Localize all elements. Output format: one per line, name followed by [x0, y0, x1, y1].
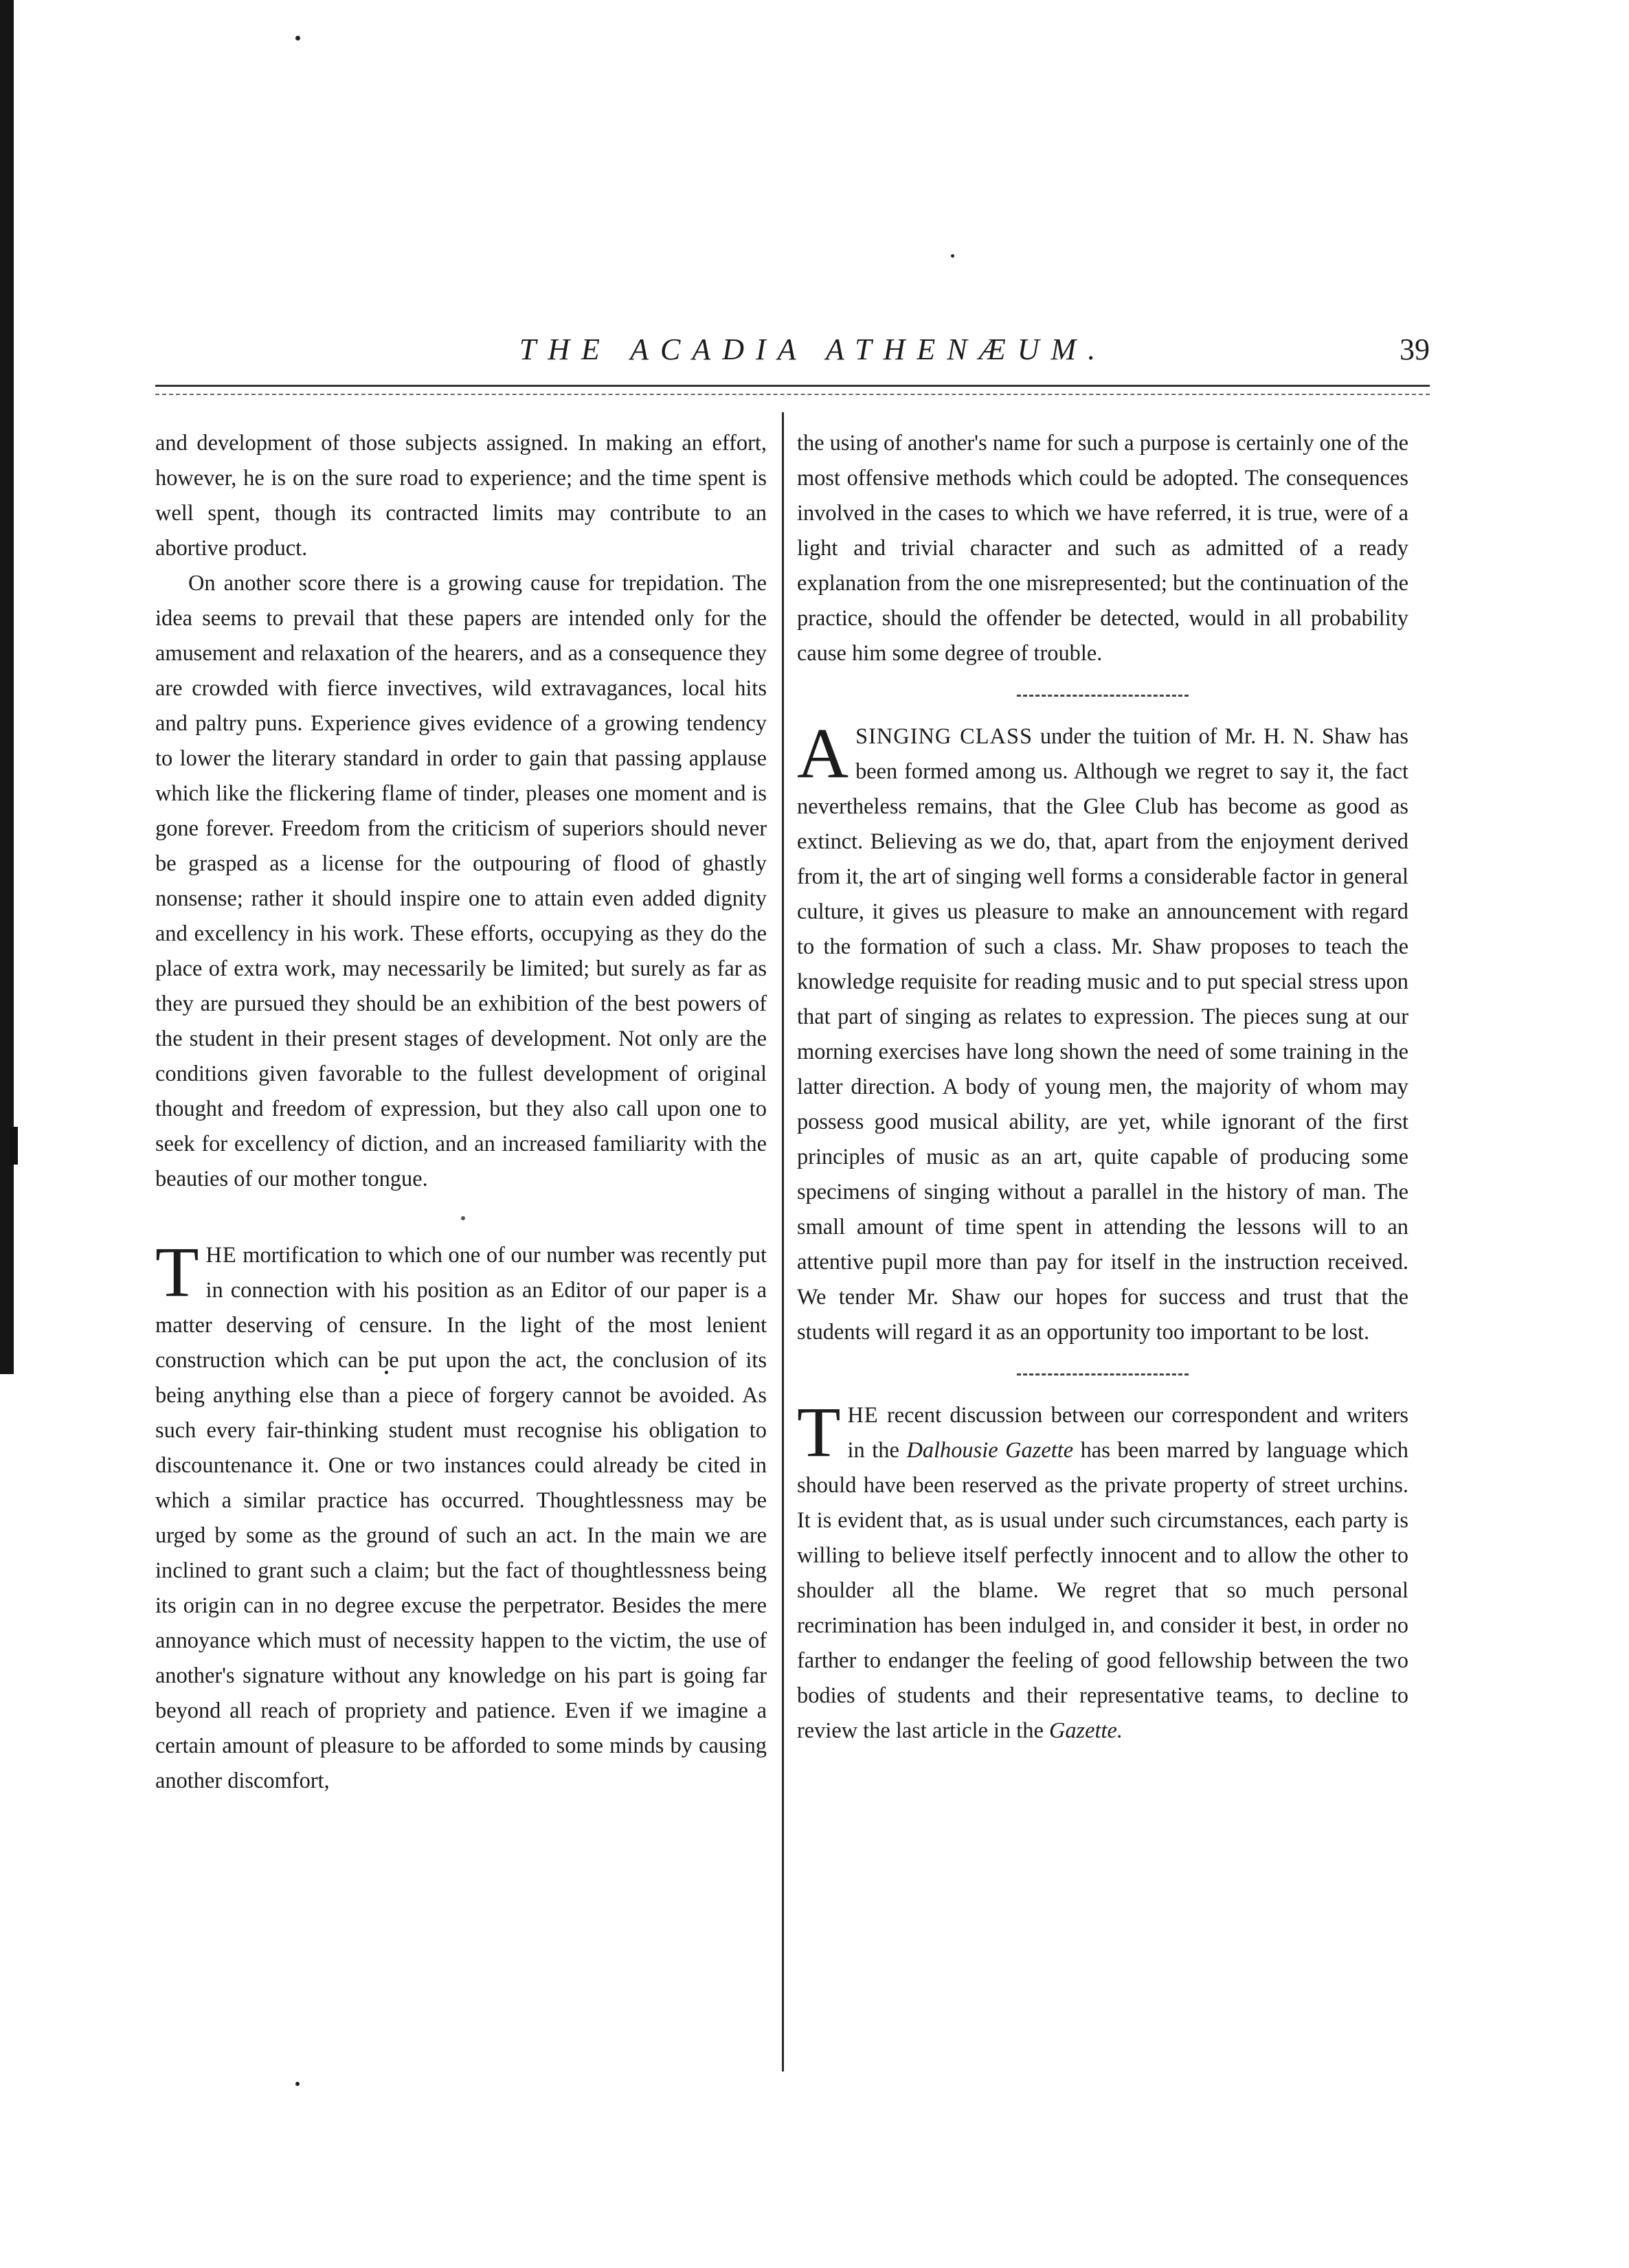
forgery-article	[155, 1233, 767, 1799]
column-divider	[782, 412, 784, 2071]
running-title: THE ACADIA ATHENÆUM.	[519, 333, 1108, 366]
article-text: under the tuition of Mr. H. N. Shaw has been formed among us. Although we regret to say it, the fact nevertheless remains, that the Glee Club has become as good as extinct. Believing as we do, that, apart from the enjoyment derived from it, the art of singing well forms a considerable factor in general culture, it gives us pleasure to make an announcement with regard to the formation of such a class. Mr. Shaw proposes to teach the knowledge requisite for reading music and to put special stress upon that part of singing as relates to expression. The pieces sung at our morning exercises have long shown the need of some training in the latter direction. A body of young men, the majority of whom may possess good musical ability, are yet, while ignorant of the first principles of music as an art, quite capable of producing some specimens of singing without a parallel in the history of man. The small amount of time spent in attending the lessons will to an attentive pupil more than pay for itself in the instruction received. We tender Mr. Shaw our hopes for success and trust that the students will regard it as an opportunity too important to be lost.	[797, 724, 1409, 1345]
drop-cap: T	[155, 1233, 199, 1312]
discussion-article	[797, 1393, 1408, 1749]
section-ornament	[797, 671, 1408, 719]
page-number: 39	[1400, 333, 1430, 366]
binding-edge	[0, 0, 14, 1374]
speck	[295, 36, 300, 41]
paragraph: On another score there is a growing cause for trepidation. The idea seems to prevail that these papers are intended only for the amusement and relaxation of the hearers, and as a consequence they are crowded with fierce invectives, wild extravagances, local hits and paltry puns. Experience gives evidence of a growing tendency to lower the literary standard in order to gain that passing applause which like the flickering flame of tinder, pleases one moment and is gone forever. Freedom from the criticism of superiors should never be grasped as a license for the outpouring of flood of ghastly nonsense; rather it should inspire one to attain even added dignity and excellency in his work. These efforts, occupying as they do the place of extra work, may necessarily be limited; but surely as far as they are pursued they should be an exhibition of the best powers of the student in their present stages of development. Not only are the conditions given favorable to the fullest development of original thought and freedom of expression, but they also call upon one to seek for excellency of diction, and an increased familiarity with the beauties of our mother tongue.	[155, 571, 767, 1191]
article-text: mortification to which one of our number was recently put in connection with his position as an Editor of our paper is a matter deserving of censure. In the light of the most lenient construction which can be put upon the act, the conclusion of its being anything else than a piece of forgery cannot be avoided. As such every fair-thinking student must recognise his obligation to discountenance it. One or two instances could already be cited in which a similar practice has occurred. Thoughtlessness may be urged by some as the ground of such an act. In the main we are inclined to grant such a claim; but the fact of thoughtlessness being its origin can in no degree excuse the perpetrator. Besides the mere annoyance which must of necessity happen to the victim, the use of another's signature without any knowledge on his part is going far beyond all reach of propriety and patience. Even if we imagine a certain amount of pleasure to be afforded to some minds by causing another discomfort,	[155, 1243, 767, 1793]
left-column	[155, 426, 767, 1799]
right-column	[797, 426, 1408, 1749]
binding-mark	[10, 1127, 18, 1165]
paragraph: the using of another's name for such a purpose is certainly one of the most offensive methods which could be adopted. The consequences involved in the cases to which we have referred, it is true, were of a light and trivial character and such as admitted of a ready explanation from the one misrepresented; but the continuation of the practice, should the offender be detected, would in all probability cause him some degree of trouble.	[797, 431, 1409, 666]
lead-word: HE	[205, 1243, 237, 1268]
singing-class-article	[797, 714, 1409, 1350]
paragraph: and development of those subjects assigned. In making an effort, however, he is on the sure road to experience; and the time spent is well spent, though its contracted limits may contribute to an abortive product.	[155, 431, 767, 561]
running-head	[155, 332, 1430, 373]
article-text: recent discussion between our correspondent and writers in the	[847, 1403, 1408, 1463]
lead-word: HE	[847, 1403, 879, 1428]
section-separator	[155, 1197, 767, 1238]
article-text: has been marred by language which should have been reserved as the private property of street urchins. It is evident that, as is usual under such circumstances, each party is willing to believe itself perfectly innocent and to allow the other to shoulder all the blame. We regret that so much personal recrimination has been indulged in, and consider it best, in order no farther to endanger the feeling of good fellowship between the two bodies of students and their representative teams, to decline to review the last article in the	[797, 1438, 1408, 1743]
lead-word: SINGING CLASS	[855, 724, 1033, 749]
speck	[951, 254, 954, 258]
newspaper-name: Dalhousie Gazette	[906, 1438, 1074, 1463]
drop-cap: A	[797, 714, 849, 793]
speck	[295, 2082, 300, 2086]
drop-cap: T	[797, 1393, 841, 1472]
header-rule	[155, 385, 1430, 395]
newspaper-name: Gazette.	[1048, 1718, 1123, 1743]
section-ornament	[797, 1350, 1408, 1398]
